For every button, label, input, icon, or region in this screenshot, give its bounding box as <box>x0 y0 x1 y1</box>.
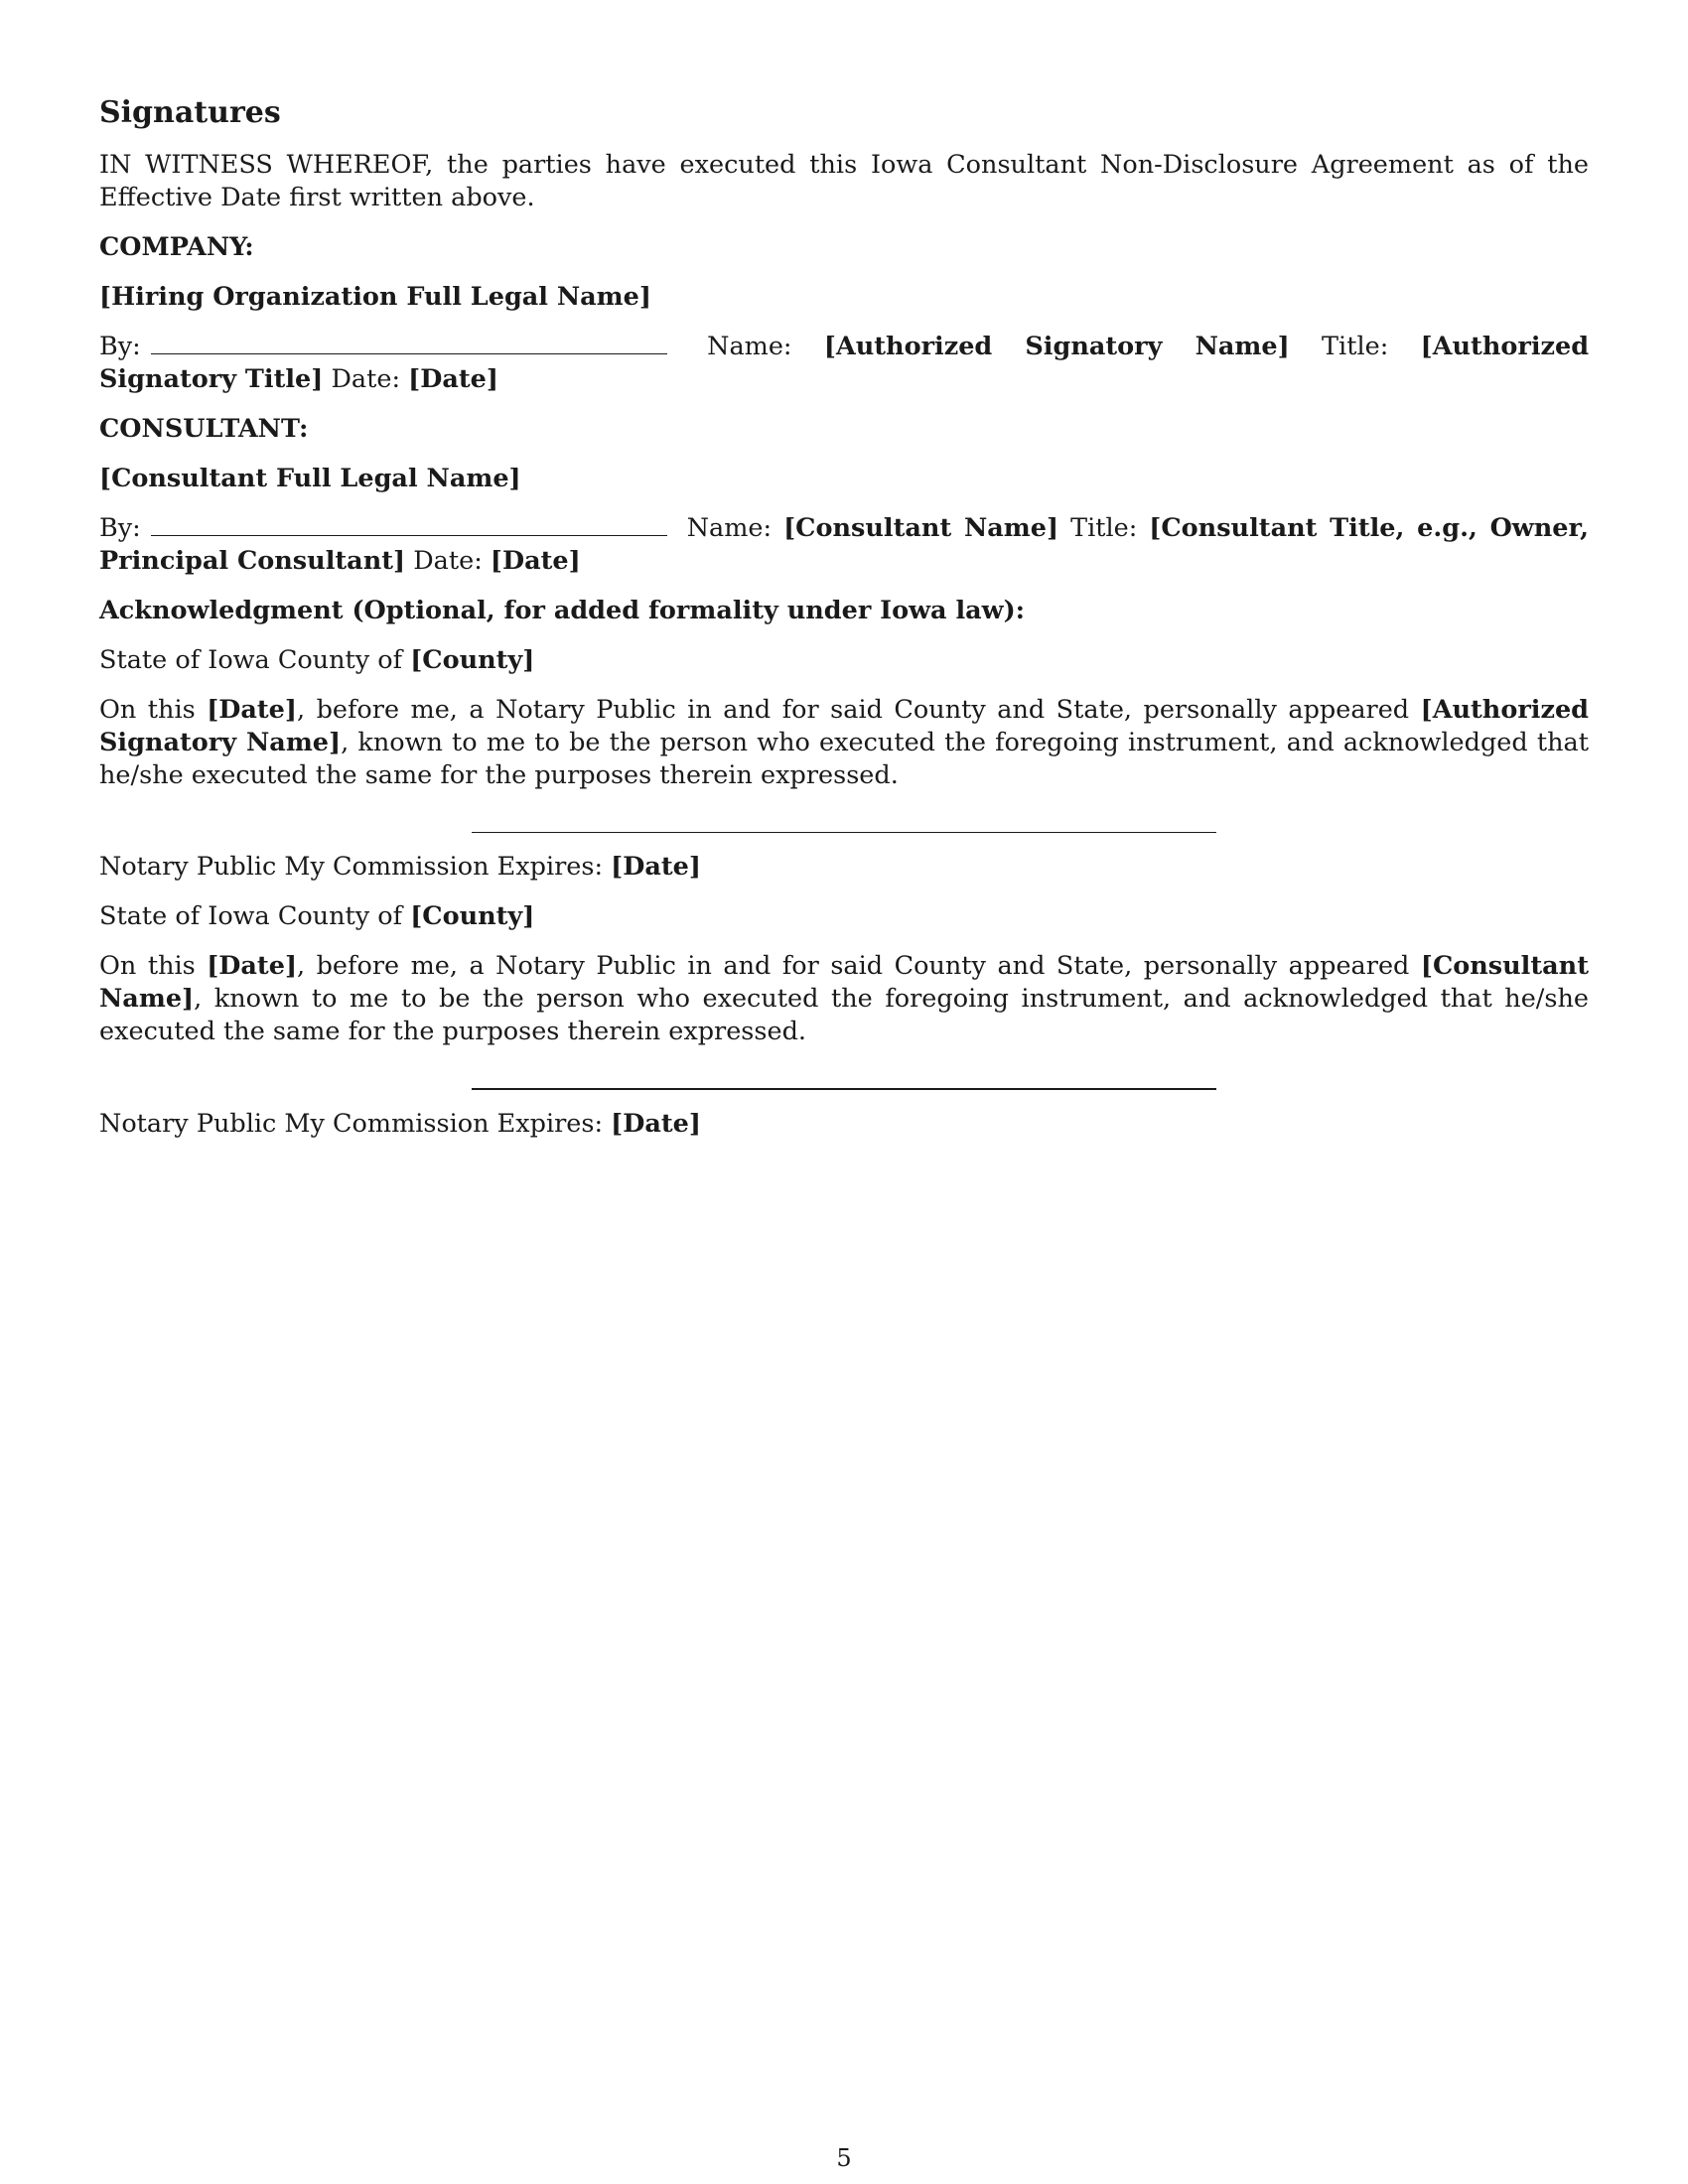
section-heading: Signatures <box>99 95 281 130</box>
company-name-label: Name: <box>707 332 792 361</box>
consultant-signature-block <box>99 512 1589 578</box>
ack1-notary-signature-line[interactable] <box>472 832 1216 833</box>
ack1-notary-expires <box>99 851 1589 884</box>
ack2-state-county-text: State of Iowa County of <box>99 901 403 931</box>
consultant-date-label: Date: <box>413 546 483 576</box>
ack1-state-county-text: State of Iowa County of <box>99 645 403 675</box>
company-by-label: By: <box>99 332 141 361</box>
ack2-date-value: [Date] <box>207 951 298 981</box>
ack1-body-end: , known to me to be the person who executed the foregoing instrument, and acknowledged that he/she executed the same for the purposes therein expressed. <box>99 728 1589 790</box>
ack1-expires-value: [Date] <box>611 852 701 882</box>
ack2-on-this: On this <box>99 951 196 981</box>
consultant-signature-line[interactable] <box>151 513 667 536</box>
ack1-body <box>99 694 1589 792</box>
ack2-person-value: [Consultant Name] <box>99 951 1589 1014</box>
ack2-notary-text: Notary Public My Commission Expires: <box>99 1109 604 1139</box>
ack2-notary-expires <box>99 1108 1589 1141</box>
ack2-body-mid: , before me, a Notary Public in and for said County and State, personally appeared <box>297 951 1410 981</box>
ack1-date-value: [Date] <box>207 695 297 725</box>
ack1-notary-text: Notary Public My Commission Expires: <box>99 852 604 882</box>
consultant-org-name: [Consultant Full Legal Name] <box>99 464 521 493</box>
company-title-label: Title: <box>1322 332 1389 361</box>
consultant-label: CONSULTANT: <box>99 414 309 444</box>
ack1-state-county <box>99 644 1589 677</box>
ack2-body <box>99 950 1589 1048</box>
company-signature-line[interactable] <box>151 332 667 354</box>
ack2-expires-value: [Date] <box>611 1109 701 1139</box>
consultant-by-label: By: <box>99 513 141 543</box>
acknowledgment-heading: Acknowledgment (Optional, for added formality under Iowa law): <box>99 596 1026 625</box>
ack2-body-end: , known to me to be the person who executed the foregoing instrument, and acknowledged that he/she executed the same for the purposes therein expressed. <box>99 984 1589 1046</box>
ack1-on-this: On this <box>99 695 196 725</box>
ack2-notary-signature-line[interactable] <box>472 1088 1216 1090</box>
company-org-name: [Hiring Organization Full Legal Name] <box>99 282 651 312</box>
company-label: COMPANY: <box>99 232 254 262</box>
consultant-date-value: [Date] <box>490 546 581 576</box>
intro-paragraph: IN WITNESS WHEREOF, the parties have executed this Iowa Consultant Non-Disclosure Agreement as of the Effective Date first written above. <box>99 150 1589 212</box>
document-page <box>99 94 1589 1158</box>
consultant-title-value: [Consultant Title, e.g., Owner, Principal Consultant] <box>99 513 1589 576</box>
ack2-state-county <box>99 900 1589 933</box>
company-date-label: Date: <box>331 364 401 394</box>
consultant-title-label: Title: <box>1070 513 1138 543</box>
consultant-name-value: [Consultant Name] <box>783 513 1059 543</box>
company-signature-block <box>99 331 1589 396</box>
consultant-name-label: Name: <box>686 513 773 543</box>
page-number: 5 <box>836 2144 852 2172</box>
ack1-county-value: [County] <box>410 645 535 675</box>
company-date-value: [Date] <box>408 364 498 394</box>
company-name-value: [Authorized Signatory Name] <box>823 332 1290 361</box>
ack1-person-value: [Authorized Signatory Name] <box>99 695 1589 757</box>
ack1-body-mid: , before me, a Notary Public in and for said County and State, personally appeared <box>296 695 1410 725</box>
company-title-value: [Authorized Signatory Title] <box>99 332 1590 394</box>
ack2-county-value: [County] <box>410 901 535 931</box>
